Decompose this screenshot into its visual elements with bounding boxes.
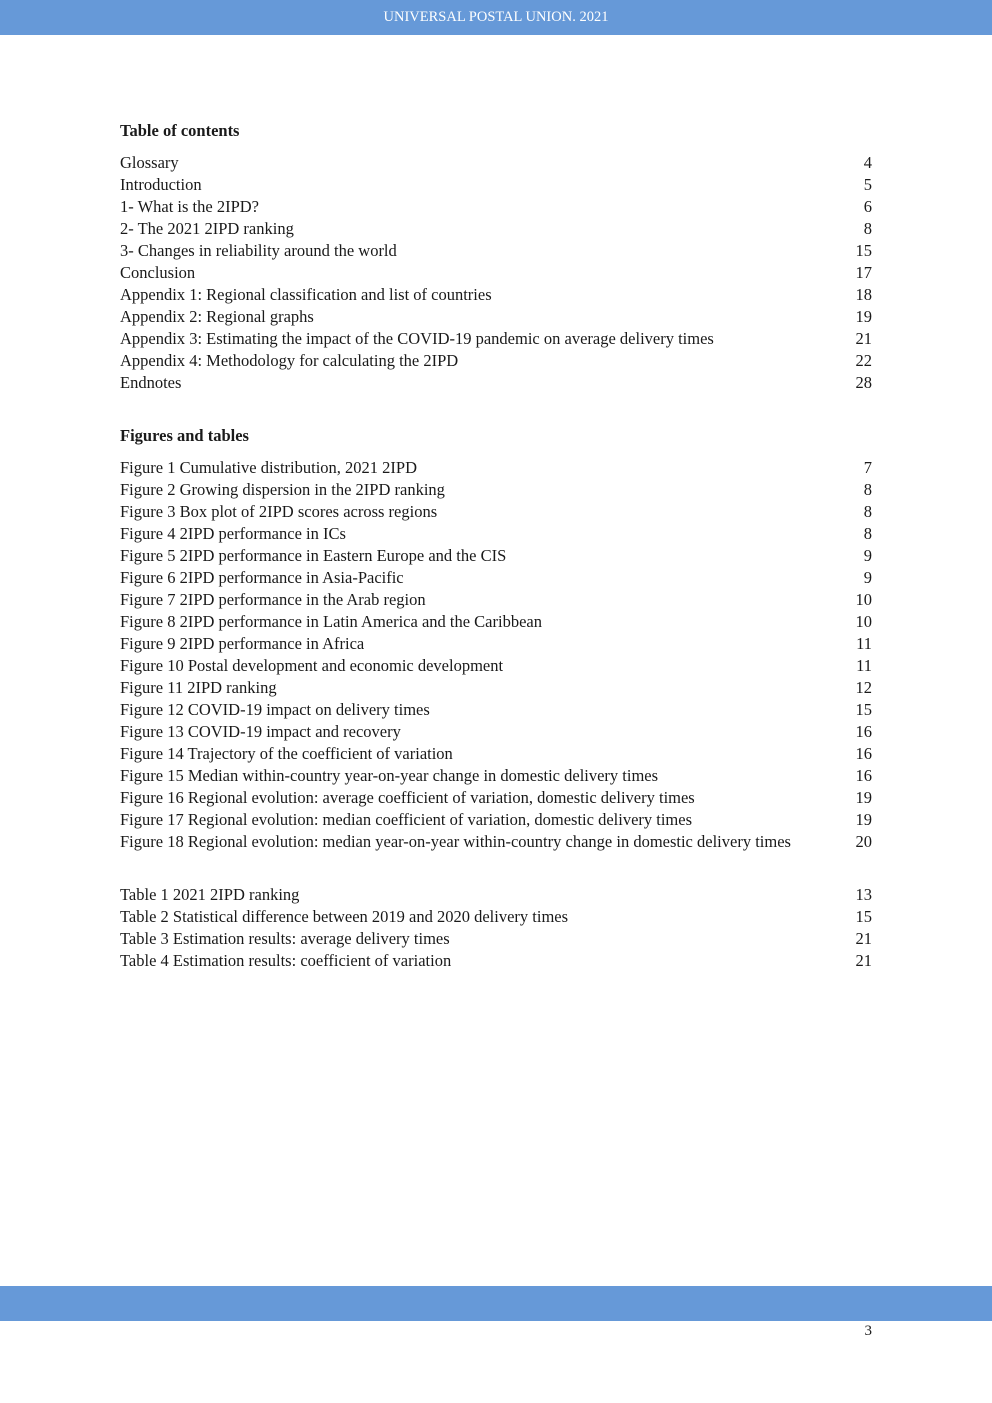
toc-entry-label: Appendix 3: Estimating the impact of the COVID-19 pandemic on average delivery times xyxy=(120,329,714,348)
toc-entry[interactable] xyxy=(120,699,872,721)
toc-entry-page: 15 xyxy=(855,700,872,719)
toc-entry[interactable] xyxy=(120,501,872,523)
toc-entry-page: 18 xyxy=(855,285,872,304)
toc-entry-page: 13 xyxy=(855,885,872,904)
toc-entry[interactable] xyxy=(120,328,872,350)
toc-entry-label: Table 2 Statistical difference between 2019 and 2020 delivery times xyxy=(120,907,569,926)
toc-entry[interactable] xyxy=(120,350,872,372)
toc-entry-label: Conclusion xyxy=(120,263,196,282)
toc-entry[interactable] xyxy=(120,906,872,928)
toc-entry-page: 9 xyxy=(863,546,872,565)
toc-entry[interactable] xyxy=(120,950,872,972)
toc-entry[interactable] xyxy=(120,633,872,655)
toc-entry-label: Figure 14 Trajectory of the coefficient of variation xyxy=(120,744,453,763)
toc-entry[interactable] xyxy=(120,372,872,394)
header-title: UNIVERSAL POSTAL UNION. 2021 xyxy=(383,9,609,25)
toc-entry-label: Figure 4 2IPD performance in ICs xyxy=(120,524,346,543)
toc-entry-page: 17 xyxy=(855,263,872,282)
toc-entry[interactable] xyxy=(120,765,872,787)
figures-list xyxy=(120,457,872,853)
toc-entry[interactable] xyxy=(120,306,872,328)
toc-entry[interactable] xyxy=(120,831,872,853)
toc-entry-label: Figure 15 Median within-country year-on-year change in domestic delivery times xyxy=(120,766,659,785)
toc-entry-label: Endnotes xyxy=(120,373,182,392)
toc-entry[interactable] xyxy=(120,567,872,589)
toc-entry[interactable] xyxy=(120,809,872,831)
toc-entry-page: 8 xyxy=(863,219,872,238)
toc-entry-page: 15 xyxy=(855,907,872,926)
page-content xyxy=(120,120,872,972)
toc-entry-label: Figure 17 Regional evolution: median coefficient of variation, domestic delivery times xyxy=(120,810,693,829)
toc-entry[interactable] xyxy=(120,611,872,633)
toc-entry-page: 4 xyxy=(863,153,872,172)
toc-entry-label: Glossary xyxy=(120,153,179,172)
toc-entry-label: Figure 1 Cumulative distribution, 2021 2IPD xyxy=(120,458,417,477)
footer-band xyxy=(0,1286,992,1321)
figures-title: Figures and tables xyxy=(120,426,249,445)
toc-entry-label: Appendix 1: Regional classification and list of countries xyxy=(120,285,492,304)
toc-entry[interactable] xyxy=(120,787,872,809)
toc-entry[interactable] xyxy=(120,457,872,479)
toc-entry-page: 8 xyxy=(863,480,872,499)
toc-entry[interactable] xyxy=(120,743,872,765)
toc-entry-page: 21 xyxy=(855,329,872,348)
toc-entry-page: 7 xyxy=(863,458,872,477)
toc-entry-page: 15 xyxy=(855,241,872,260)
toc-entry[interactable] xyxy=(120,174,872,196)
toc-entry-label: Appendix 4: Methodology for calculating the 2IPD xyxy=(120,351,459,370)
toc-entry[interactable] xyxy=(120,196,872,218)
toc-entry-page: 16 xyxy=(855,722,872,741)
toc-entry-page: 10 xyxy=(855,612,872,631)
toc-entry-label: Figure 18 Regional evolution: median year-on-year within-country change in domestic delivery times xyxy=(120,832,791,851)
toc-entry-label: Figure 16 Regional evolution: average coefficient of variation, domestic delivery times xyxy=(120,788,695,807)
toc-entry[interactable] xyxy=(120,523,872,545)
toc-entry-page: 6 xyxy=(863,197,872,216)
toc-list xyxy=(120,152,872,394)
toc-entry[interactable] xyxy=(120,677,872,699)
toc-entry-page: 28 xyxy=(855,373,872,392)
toc-entry-label: Figure 10 Postal development and economic development xyxy=(120,656,504,675)
toc-entry-page: 8 xyxy=(863,524,872,543)
toc-entry-label: Figure 3 Box plot of 2IPD scores across regions xyxy=(120,502,438,521)
toc-entry[interactable] xyxy=(120,284,872,306)
toc-entry-page: 11 xyxy=(856,634,872,653)
toc-entry-label: Appendix 2: Regional graphs xyxy=(120,307,314,326)
tables-list xyxy=(120,884,872,972)
toc-entry[interactable] xyxy=(120,589,872,611)
toc-entry-label: 1- What is the 2IPD? xyxy=(120,197,260,216)
toc-entry-label: Figure 8 2IPD performance in Latin America and the Caribbean xyxy=(120,612,542,631)
toc-entry-label: 3- Changes in reliability around the world xyxy=(120,241,397,260)
toc-entry-label: Figure 12 COVID-19 impact on delivery times xyxy=(120,700,430,719)
toc-entry-label: Figure 9 2IPD performance in Africa xyxy=(120,634,365,653)
toc-title: Table of contents xyxy=(120,121,240,140)
toc-entry-label: Figure 2 Growing dispersion in the 2IPD ranking xyxy=(120,480,445,499)
toc-entry[interactable] xyxy=(120,262,872,284)
toc-entry[interactable] xyxy=(120,218,872,240)
toc-entry-label: Introduction xyxy=(120,175,202,194)
toc-entry-page: 22 xyxy=(855,351,872,370)
toc-entry-page: 20 xyxy=(855,832,872,851)
toc-entry-page: 9 xyxy=(863,568,872,587)
toc-entry[interactable] xyxy=(120,884,872,906)
toc-entry-label: 2- The 2021 2IPD ranking xyxy=(120,219,294,238)
header-band xyxy=(0,0,992,35)
toc-entry-page: 8 xyxy=(863,502,872,521)
toc-entry-page: 19 xyxy=(855,810,872,829)
toc-entry[interactable] xyxy=(120,545,872,567)
toc-entry-label: Figure 13 COVID-19 impact and recovery xyxy=(120,722,401,741)
toc-entry-label: Table 3 Estimation results: average delivery times xyxy=(120,929,450,948)
toc-entry-page: 21 xyxy=(855,929,872,948)
toc-entry-page: 19 xyxy=(855,307,872,326)
toc-entry-page: 19 xyxy=(855,788,872,807)
toc-entry[interactable] xyxy=(120,479,872,501)
toc-entry[interactable] xyxy=(120,721,872,743)
toc-entry[interactable] xyxy=(120,928,872,950)
toc-entry-label: Table 1 2021 2IPD ranking xyxy=(120,885,300,904)
toc-entry-page: 11 xyxy=(856,656,872,675)
page-number: 3 xyxy=(864,1323,872,1339)
toc-entry-label: Figure 11 2IPD ranking xyxy=(120,678,277,697)
toc-entry-page: 5 xyxy=(863,175,872,194)
toc-entry[interactable] xyxy=(120,240,872,262)
toc-entry-page: 16 xyxy=(855,766,872,785)
toc-entry[interactable] xyxy=(120,655,872,677)
toc-entry-label: Figure 7 2IPD performance in the Arab region xyxy=(120,590,426,609)
toc-entry-label: Table 4 Estimation results: coefficient of variation xyxy=(120,951,452,970)
toc-entry-page: 12 xyxy=(855,678,872,697)
toc-entry-page: 16 xyxy=(855,744,872,763)
toc-entry-label: Figure 6 2IPD performance in Asia-Pacific xyxy=(120,568,404,587)
toc-entry-page: 10 xyxy=(855,590,872,609)
toc-entry-label: Figure 5 2IPD performance in Eastern Europe and the CIS xyxy=(120,546,507,565)
toc-entry-page: 21 xyxy=(855,951,872,970)
toc-entry[interactable] xyxy=(120,152,872,174)
